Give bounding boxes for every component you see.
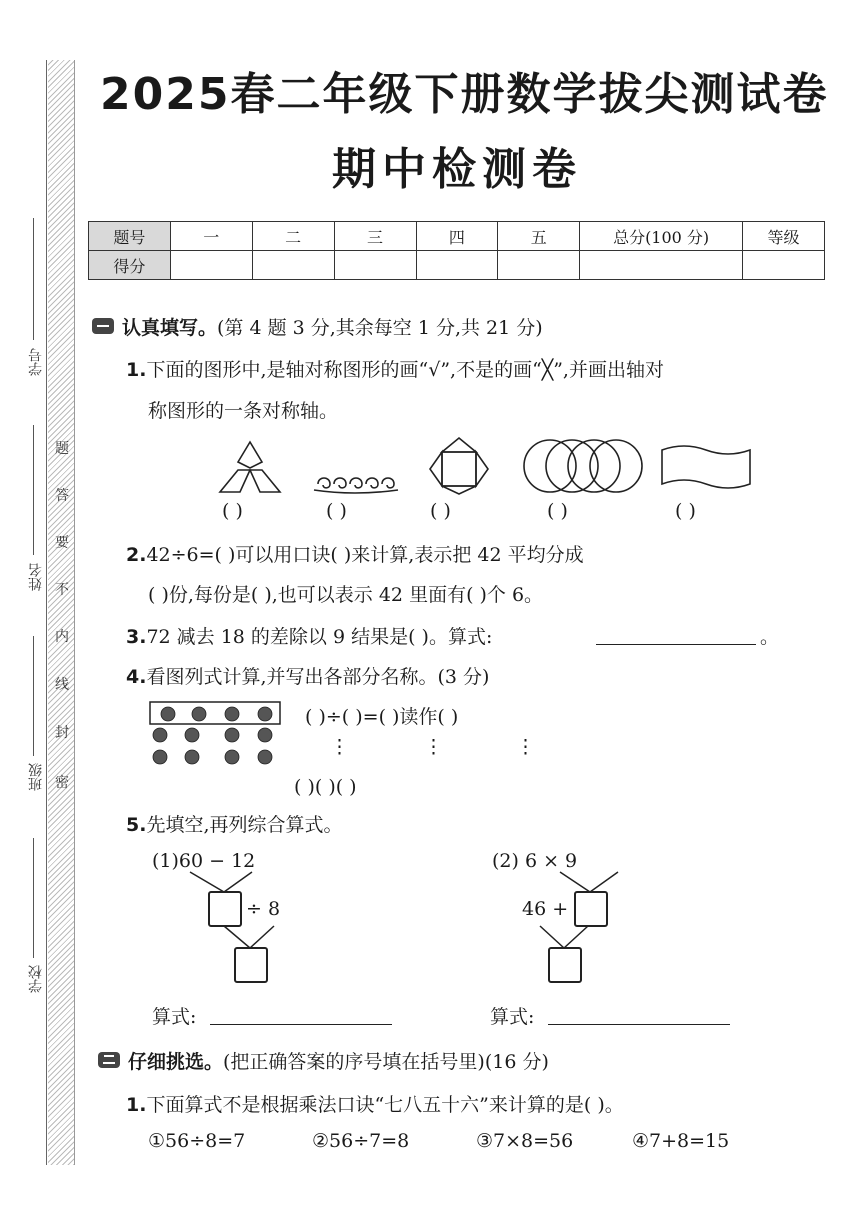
- q5-part2-formula-line[interactable]: [548, 1024, 730, 1025]
- binding-line-outer: [46, 60, 47, 1165]
- score-cell[interactable]: [580, 251, 743, 280]
- section-two-header: [128, 1047, 549, 1074]
- q1-line2: 称图形的一条对称轴。: [148, 400, 339, 422]
- page-title: 2025春二年级下册数学拔尖测试卷: [100, 69, 829, 120]
- q4-dots: ⋮: [424, 736, 443, 758]
- q5-part1-label: (1)60 − 12: [152, 850, 256, 872]
- q4-text: 看图列式计算,并写出各部分名称。(3 分): [146, 666, 490, 688]
- class-label: 班级: [28, 763, 44, 791]
- question-number: 3.: [126, 626, 147, 648]
- score-table: [88, 221, 825, 280]
- q2-line2: ( )份,每份是( ),也可以表示 42 里面有( )个 6。: [148, 584, 544, 606]
- q5-part1-formula-label: 算式:: [152, 1006, 197, 1028]
- q5-part2-label: (2) 6 × 9: [492, 850, 578, 872]
- score-cell[interactable]: [170, 251, 252, 280]
- q4-dots: ⋮: [330, 736, 349, 758]
- q3-line: [126, 622, 492, 649]
- q2-line1: [126, 540, 584, 567]
- header-cell: 四: [416, 222, 498, 251]
- square-figure: [430, 438, 488, 494]
- section-two-icon: [98, 1052, 120, 1068]
- header-cell: 二: [252, 222, 334, 251]
- q4-line: [126, 662, 489, 689]
- q1-line1: [126, 355, 664, 382]
- binding-hatch-strip: [48, 60, 74, 1165]
- page-subtitle: 期中检测卷: [332, 144, 582, 195]
- score-cell[interactable]: [416, 251, 498, 280]
- question-number: 4.: [126, 666, 147, 688]
- section-two-title: 仔细挑选。: [128, 1051, 224, 1073]
- q5-part2-box1[interactable]: [574, 891, 608, 927]
- seal-char: 封: [55, 725, 69, 741]
- circles-figure: [524, 440, 642, 492]
- s2-q1-line: [126, 1090, 624, 1117]
- option-d[interactable]: ④7+8=15: [632, 1130, 730, 1152]
- section-one-header: [122, 313, 543, 340]
- question-number: 1.: [126, 359, 147, 381]
- school-label: 学校: [28, 965, 44, 993]
- seal-char: 内: [55, 629, 69, 645]
- seal-char: 不: [55, 582, 69, 598]
- score-row-label: 得分: [89, 251, 171, 280]
- q5-line: [126, 810, 343, 837]
- question-number: 2.: [126, 544, 147, 566]
- answer-paren[interactable]: ( ): [675, 500, 696, 522]
- header-cell: 五: [498, 222, 580, 251]
- apples-figure: [148, 700, 288, 772]
- q3-text: 72 减去 18 的差除以 9 结果是( )。算式:: [146, 626, 493, 648]
- q4-dots: ⋮: [516, 736, 535, 758]
- answer-paren[interactable]: ( ): [222, 500, 243, 522]
- seal-char: 答: [55, 488, 69, 504]
- q5-part1-box2[interactable]: [234, 947, 268, 983]
- q5-part2-box2[interactable]: [548, 947, 582, 983]
- school-blank[interactable]: [33, 838, 34, 958]
- score-row: [89, 251, 825, 280]
- header-cell: 等级: [743, 222, 825, 251]
- section-one-icon: [92, 318, 114, 334]
- score-header-row: [89, 222, 825, 251]
- banner-figure: [662, 446, 750, 488]
- option-c[interactable]: ③7×8=56: [476, 1130, 574, 1152]
- student-id-blank[interactable]: [33, 218, 34, 340]
- student-id-label: 学号: [28, 348, 44, 376]
- question-number: 5.: [126, 814, 147, 836]
- section-one-note: (第 4 题 3 分,其余每空 1 分,共 21 分): [217, 317, 543, 339]
- option-b[interactable]: ②56÷7=8: [312, 1130, 410, 1152]
- score-cell[interactable]: [334, 251, 416, 280]
- score-cell[interactable]: [743, 251, 825, 280]
- q4-formula[interactable]: ( )÷( )=( )读作( ): [305, 706, 459, 728]
- q5-part2-formula-label: 算式:: [490, 1006, 535, 1028]
- section-two-note: (把正确答案的序号填在括号里)(16 分): [223, 1051, 549, 1073]
- binding-line-inner: [74, 60, 75, 1165]
- option-a[interactable]: ①56÷8=7: [148, 1130, 246, 1152]
- seal-char: 密: [55, 775, 69, 791]
- header-cell: 三: [334, 222, 416, 251]
- triangles-figure: [220, 442, 280, 492]
- header-cell: 题号: [89, 222, 171, 251]
- q3-end: 。: [760, 626, 780, 648]
- q5-part1-box1[interactable]: [208, 891, 242, 927]
- q4-part-names[interactable]: ( )( )( ): [294, 776, 357, 798]
- name-label: 姓名: [28, 563, 44, 591]
- class-blank[interactable]: [33, 636, 34, 756]
- answer-paren[interactable]: ( ): [430, 500, 451, 522]
- q5-part1-formula-line[interactable]: [210, 1024, 392, 1025]
- header-cell: 一: [170, 222, 252, 251]
- spiral-figure: [314, 478, 398, 493]
- s2-q1-text: 下面算式不是根据乘法口诀“七八五十六”来计算的是( )。: [146, 1094, 624, 1116]
- seal-char: 线: [55, 677, 69, 693]
- answer-paren[interactable]: ( ): [547, 500, 568, 522]
- q5-part2-op: 46 +: [522, 898, 569, 920]
- score-cell[interactable]: [252, 251, 334, 280]
- section-one-title: 认真填写。: [122, 317, 218, 339]
- name-blank[interactable]: [33, 425, 34, 555]
- answer-paren[interactable]: ( ): [326, 500, 347, 522]
- q1-text: 下面的图形中,是轴对称图形的画“√”,不是的画“╳”,并画出轴对: [146, 359, 664, 381]
- q5-text: 先填空,再列综合算式。: [146, 814, 343, 836]
- question-number: 1.: [126, 1094, 147, 1116]
- q3-answer-line[interactable]: [596, 644, 756, 645]
- seal-char: 要: [55, 535, 69, 551]
- score-cell[interactable]: [498, 251, 580, 280]
- q2-text: 42÷6=( )可以用口诀( )来计算,表示把 42 平均分成: [146, 544, 584, 566]
- header-cell: 总分(100 分): [580, 222, 743, 251]
- seal-char: 题: [55, 441, 69, 457]
- q5-part1-op: ÷ 8: [246, 898, 281, 920]
- q1-shapes: [210, 432, 810, 502]
